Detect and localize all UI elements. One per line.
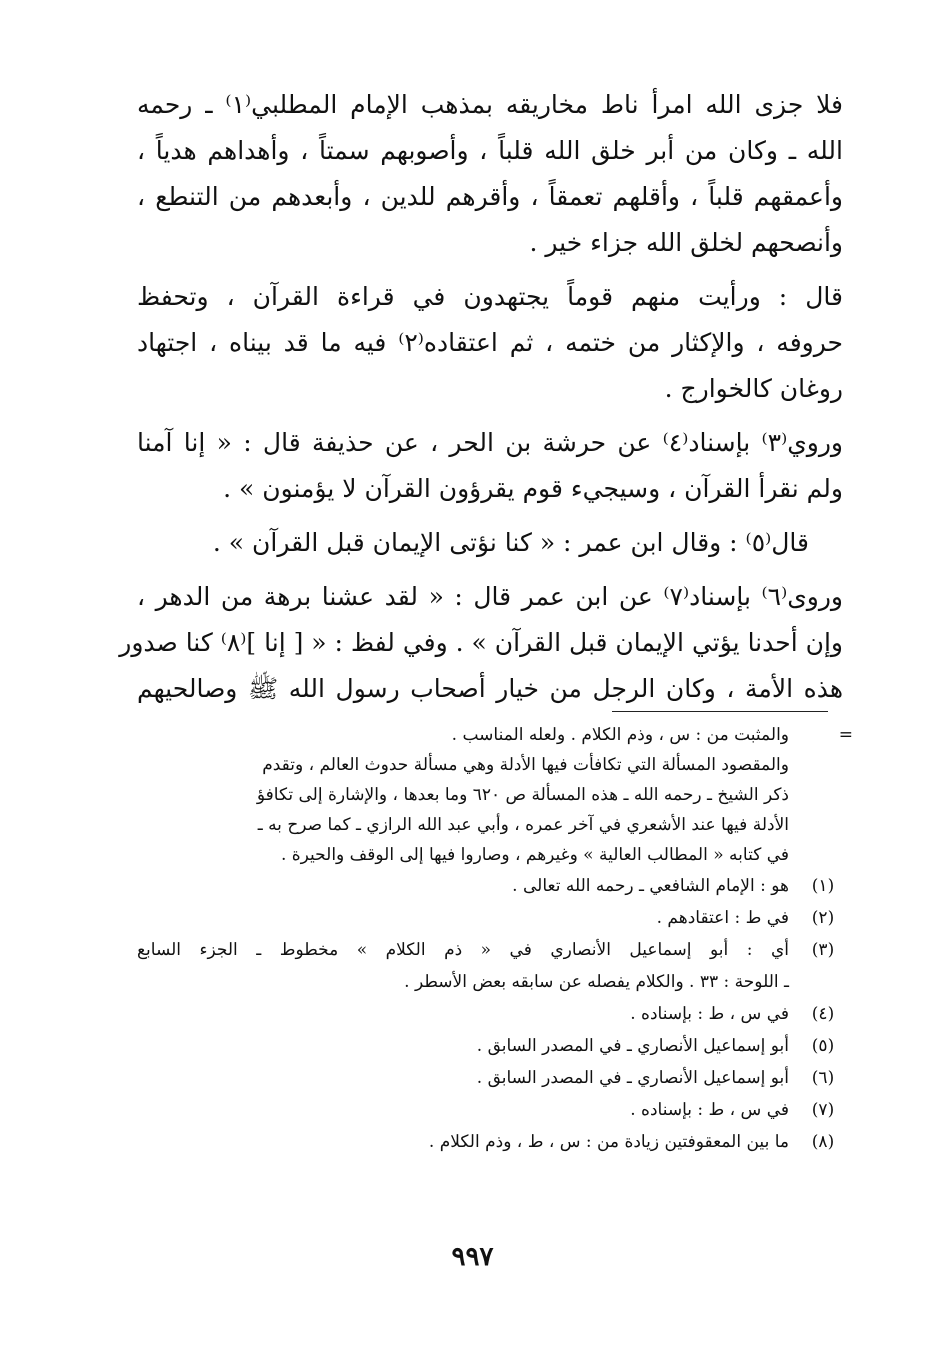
text-line: ولم نقرأ القرآن ، وسيجيء قوم يقرؤون القرآن لا يؤمنون » . xyxy=(223,474,843,503)
page-number: ٩٩٧ xyxy=(451,1242,494,1272)
footnote-text: في ط : اعتقادهم . xyxy=(656,908,789,928)
continuation-marker: = xyxy=(838,725,853,745)
footnote-number: (٣) xyxy=(811,940,835,960)
text-line: قال⁽٥⁾ : وقال ابن عمر : « كنا نؤتى الإيمان قبل القرآن » . xyxy=(212,528,809,557)
footnote-number: (١) xyxy=(811,876,835,896)
footnote-number: (٥) xyxy=(811,1036,835,1056)
main-text xyxy=(119,82,844,712)
footnote-item xyxy=(137,1126,843,1158)
footnotes xyxy=(137,720,853,1158)
footnote-item xyxy=(137,1030,843,1062)
footnote-divider xyxy=(612,711,828,712)
footnote-number: (٨) xyxy=(811,1132,835,1152)
footnote-number: (٦) xyxy=(811,1068,835,1088)
text-line: هذه الأمة ، وكان الرجل من خيار أصحاب رسول الله ﷺ وصالحيهم xyxy=(137,674,843,703)
footnote-item xyxy=(137,1094,843,1126)
text-line: حروفه ، والإكثار من ختمه ، ثم اعتقاده⁽٢⁾ فيه ما قد بيناه ، اجتهاد xyxy=(137,328,843,357)
text-line: روغان كالخوارج . xyxy=(664,374,843,403)
text-line: وروى⁽٦⁾ بإسناد⁽٧⁾ عن ابن عمر قال : « لقد عشنا برهة من الدهر ، xyxy=(137,582,843,611)
footnote-line: والمقصود المسألة التي تكافأت فيها الأدلة وهي مسألة حدوث العالم ، وتقدم xyxy=(262,755,789,775)
footnote-number: (٧) xyxy=(811,1100,835,1120)
text-line: الله ـ وكان من أبر خلق الله قلباً ، وأصوبهم سمتاً ، وأهداهم هدياً ، xyxy=(137,136,843,165)
footnote-number: (٤) xyxy=(811,1004,835,1024)
paragraph xyxy=(137,82,843,266)
footnote-line: ذكر الشيخ ـ رحمه الله ـ هذه المسألة ص ٦٢٠ وما بعدها ، والإشارة إلى تكافؤ xyxy=(256,785,789,805)
text-line: وروي⁽٣⁾ بإسناد⁽٤⁾ عن حرشة بن الحر ، عن حذيفة قال : « إنا آمنا xyxy=(137,428,844,457)
paragraph xyxy=(137,420,843,512)
footnote-line: في كتابه « المطالب العالية » وغيرهم ، وصاروا فيها إلى الوقف والحيرة . xyxy=(280,845,789,865)
footnote-text: هو : الإمام الشافعي ـ رحمه الله تعالى . xyxy=(512,876,789,896)
footnote-text: ما بين المعقوفتين زيادة من : س ، ط ، وذم الكلام . xyxy=(428,1132,789,1152)
footnote-text: أبو إسماعيل الأنصاري ـ في المصدر السابق . xyxy=(476,1068,789,1088)
footnote-continuation xyxy=(137,720,853,870)
footnote-number: (٢) xyxy=(811,908,835,928)
text-line: قال : ورأيت منهم قوماً يجتهدون في قراءة القرآن ، وتحفظ xyxy=(137,282,843,311)
text-line: فلا جزى الله امرأ ناط مخاريقه بمذهب الإمام المطلبي⁽١⁾ ـ رحمه xyxy=(137,90,844,119)
paragraph xyxy=(119,574,843,712)
text-line: وإن أحدنا يؤتي الإيمان قبل القرآن » . وفي لفظ : « [ إنا ]⁽٨⁾ كنا صدور xyxy=(119,628,843,657)
footnote-item xyxy=(137,998,843,1030)
paragraph xyxy=(137,274,843,412)
footnote-item xyxy=(137,902,843,934)
footnote-text: ـ اللوحة : ٣٣ . والكلام يفصله عن سابقه بعض الأسطر . xyxy=(404,972,789,992)
footnote-line: الأدلة فيها عند الأشعري في آخر عمره ، وأبي عبد الله الرازي ـ كما صرح به ـ xyxy=(257,815,789,835)
footnote-text: أبو إسماعيل الأنصاري ـ في المصدر السابق . xyxy=(476,1036,789,1056)
footnote-item xyxy=(137,1062,843,1094)
footnote-text: في س ، ط : بإسناده . xyxy=(630,1004,789,1024)
text-line: وأنصحهم لخلق الله جزاء خير . xyxy=(529,228,843,257)
footnote-item xyxy=(137,934,843,998)
footnote-text: في س ، ط : بإسناده . xyxy=(630,1100,789,1120)
footnote-line: والمثبت من : س ، وذم الكلام . ولعله المناسب . xyxy=(451,725,789,745)
footnote-item xyxy=(137,870,843,902)
footnote-text: أي : أبو إسماعيل الأنصاري في « ذم الكلام » مخطوط ـ الجزء السابع xyxy=(137,940,789,960)
text-line: وأعمقهم قلباً ، وأقلهم تعمقاً ، وأقرهم للدين ، وأبعدهم من التنطع ، xyxy=(137,182,843,211)
paragraph xyxy=(137,520,843,566)
